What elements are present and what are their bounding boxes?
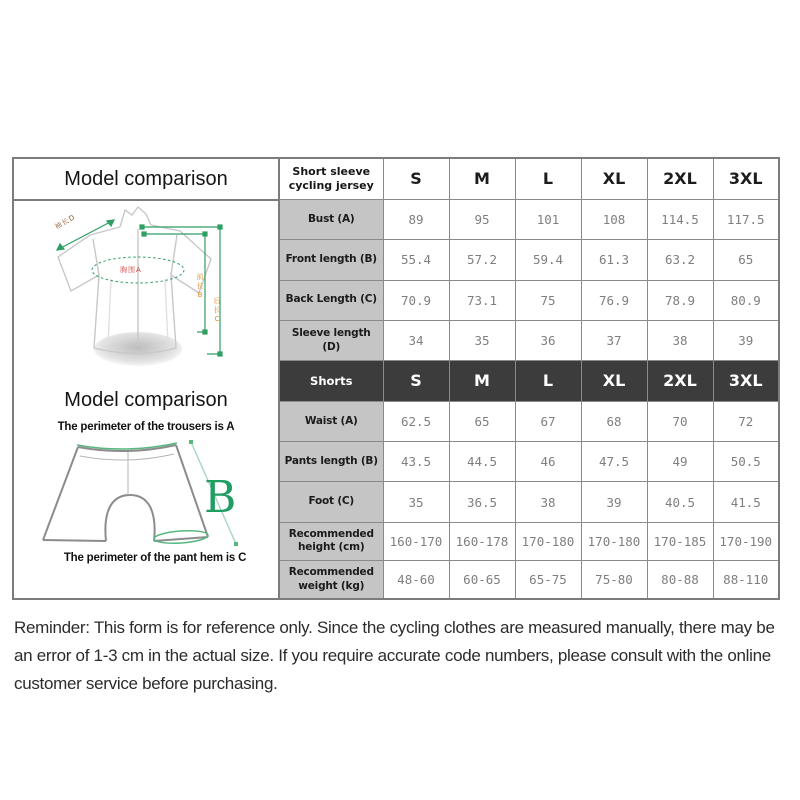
size-value-cell: 70.9 [383, 280, 449, 320]
size-column-header: L [515, 158, 581, 199]
bust-label: 胸围A [120, 266, 142, 274]
size-value-cell: 67 [515, 401, 581, 441]
size-value-cell: 39 [713, 320, 779, 360]
shorts-outline-drawing [14, 439, 278, 551]
table-row-label: Recommended height (cm) [279, 522, 383, 560]
table-row-label: Recommended weight (kg) [279, 561, 383, 599]
jersey-header-row [279, 158, 779, 199]
size-value-cell: 38 [515, 482, 581, 522]
size-value-cell: 78.9 [647, 280, 713, 320]
table-row [279, 280, 779, 320]
size-value-cell: 75 [515, 280, 581, 320]
shorts-seam-lines [80, 452, 174, 495]
front-length-label: 前长B [196, 273, 204, 301]
size-value-cell: 108 [581, 199, 647, 239]
size-value-cell: 47.5 [581, 442, 647, 482]
jersey-body-lines [58, 207, 211, 354]
jersey-panel-title: Model comparison [14, 159, 278, 201]
size-value-cell: 37 [581, 320, 647, 360]
size-value-cell: 80.9 [713, 280, 779, 320]
size-value-cell: 65-75 [515, 561, 581, 599]
size-value-cell: 170-180 [515, 522, 581, 560]
size-value-cell: 60-65 [449, 561, 515, 599]
table-row-label: Pants length (B) [279, 442, 383, 482]
size-column-header: M [449, 361, 515, 401]
size-value-cell: 39 [581, 482, 647, 522]
table-row-label: Back Length (C) [279, 280, 383, 320]
size-value-cell: 68 [581, 401, 647, 441]
shorts-panel-title: Model comparison [64, 389, 228, 411]
size-value-cell: 76.9 [581, 280, 647, 320]
size-value-cell: 57.2 [449, 240, 515, 280]
size-value-cell: 95 [449, 199, 515, 239]
size-value-cell: 73.1 [449, 280, 515, 320]
size-column-header: M [449, 158, 515, 199]
reminder-text: Reminder: This form is for reference only. Since the cycling clothes are measured manually, there may be an error of 1-3 cm in the actual size. If you require accurate code numbers, please consult with the online customer service before purchasing. [14, 618, 775, 693]
size-value-cell: 75-80 [581, 561, 647, 599]
size-column-header: 3XL [713, 158, 779, 199]
trousers-perimeter-caption: The perimeter of the trousers is A [57, 421, 235, 433]
size-value-cell: 35 [449, 320, 515, 360]
size-column-header: S [383, 361, 449, 401]
size-value-cell: 160-178 [449, 522, 515, 560]
size-value-cell: 170-180 [581, 522, 647, 560]
table-row [279, 522, 779, 560]
dimension-letter-b: B [204, 472, 237, 523]
size-value-cell: 49 [647, 442, 713, 482]
size-value-cell: 65 [713, 240, 779, 280]
size-value-cell: 36.5 [449, 482, 515, 522]
size-value-cell: 48-60 [383, 561, 449, 599]
size-value-cell: 88-110 [713, 561, 779, 599]
model-comparison-panel [12, 157, 278, 600]
size-value-cell: 43.5 [383, 442, 449, 482]
size-value-cell: 72 [713, 401, 779, 441]
shorts-diagram [14, 439, 278, 551]
table-row [279, 240, 779, 280]
size-value-cell: 70 [647, 401, 713, 441]
table-row-label: Waist (A) [279, 401, 383, 441]
size-value-cell: 50.5 [713, 442, 779, 482]
size-value-cell: 55.4 [383, 240, 449, 280]
shorts-header-row-label: Shorts [279, 361, 383, 401]
back-length-label: 后长C [213, 297, 221, 325]
size-column-header: S [383, 158, 449, 199]
size-value-cell: 34 [383, 320, 449, 360]
jersey-header-row-label: Short sleeve cycling jersey [279, 158, 383, 199]
table-row [279, 561, 779, 599]
size-column-header: L [515, 361, 581, 401]
size-value-cell: 114.5 [647, 199, 713, 239]
chart-content [12, 157, 780, 600]
size-value-cell: 41.5 [713, 482, 779, 522]
size-value-cell: 40.5 [647, 482, 713, 522]
table-row-label: Foot (C) [279, 482, 383, 522]
table-row [279, 401, 779, 441]
table-row [279, 482, 779, 522]
size-value-cell: 160-170 [383, 522, 449, 560]
size-value-cell: 89 [383, 199, 449, 239]
size-value-cell: 36 [515, 320, 581, 360]
table-row [279, 442, 779, 482]
size-value-cell: 80-88 [647, 561, 713, 599]
size-value-cell: 44.5 [449, 442, 515, 482]
size-value-cell: 38 [647, 320, 713, 360]
size-value-cell: 35 [383, 482, 449, 522]
shorts-header-row [279, 361, 779, 401]
sleeve-length-label: 袖长D [53, 212, 77, 232]
size-column-header: 2XL [647, 361, 713, 401]
table-row-label: Sleeve length (D) [279, 320, 383, 360]
size-value-cell: 63.2 [647, 240, 713, 280]
shorts-body-lines [43, 445, 208, 541]
size-value-cell: 61.3 [581, 240, 647, 280]
size-value-cell: 46 [515, 442, 581, 482]
size-value-cell: 101 [515, 199, 581, 239]
table-row [279, 199, 779, 239]
pant-hem-perimeter-caption: The perimeter of the pant hem is C [63, 552, 247, 564]
jersey-outline-drawing [14, 201, 278, 387]
table-row-label: Bust (A) [279, 199, 383, 239]
size-column-header: XL [581, 158, 647, 199]
size-column-header: 2XL [647, 158, 713, 199]
table-row [279, 320, 779, 360]
size-table-body [279, 158, 779, 599]
table-row-label: Front length (B) [279, 240, 383, 280]
jersey-diagram [14, 201, 278, 387]
size-value-cell: 59.4 [515, 240, 581, 280]
size-value-cell: 62.5 [383, 401, 449, 441]
size-value-cell: 65 [449, 401, 515, 441]
size-value-cell: 117.5 [713, 199, 779, 239]
size-column-header: XL [581, 361, 647, 401]
size-value-cell: 170-190 [713, 522, 779, 560]
size-value-cell: 170-185 [647, 522, 713, 560]
size-column-header: 3XL [713, 361, 779, 401]
size-table [278, 157, 780, 600]
